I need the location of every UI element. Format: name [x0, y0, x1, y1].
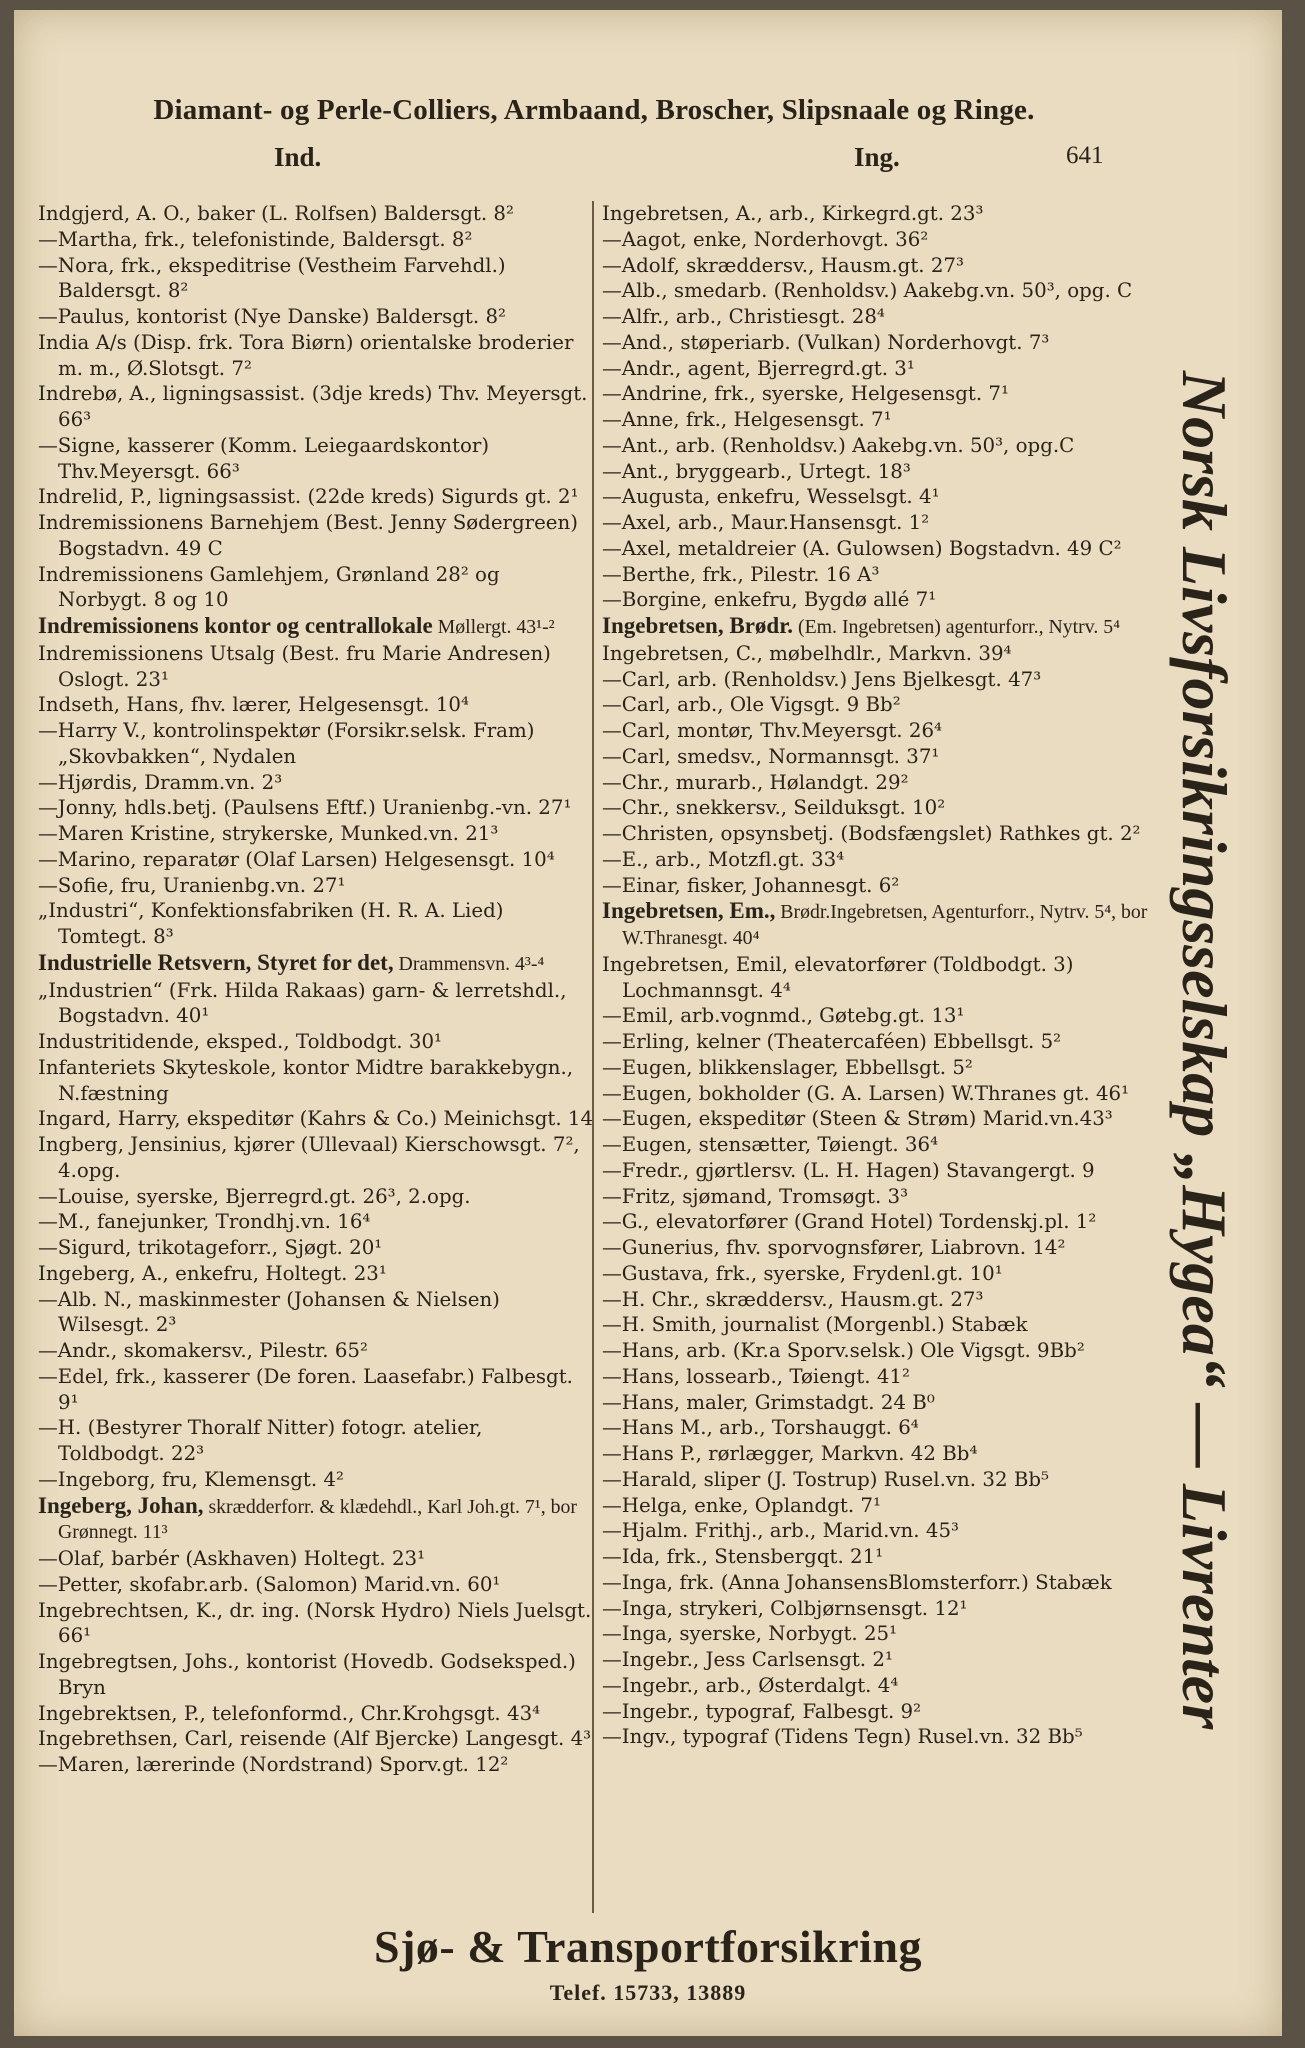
entry-text: —Axel, arb., Maur.Hansensgt. 1² [602, 511, 930, 534]
entry-text: —Olaf, barbér (Askhaven) Holtegt. 23¹ [38, 1547, 426, 1570]
entry-text: —Hans, maler, Grimstadgt. 24 B⁰ [602, 1390, 935, 1414]
top-advertisement-banner: Diamant- og Perle-Colliers, Armbaand, Broscher, Slipsnaale og Ringe. [153, 94, 1035, 126]
directory-entry [38, 510, 594, 562]
directory-entry [602, 952, 1156, 1004]
directory-entry [602, 1312, 1156, 1338]
directory-entry [38, 821, 594, 847]
directory-entry [602, 1596, 1156, 1622]
directory-entry [38, 433, 594, 485]
directory-entry [38, 330, 594, 382]
directory-entry [602, 1467, 1156, 1493]
entry-text: —Sigurd, trikotageforr., Sjøgt. 20¹ [38, 1236, 383, 1259]
directory-entry [602, 1081, 1156, 1107]
directory-entry [602, 1544, 1156, 1570]
directory-entry [602, 744, 1156, 770]
entry-text: —Ida, frk., Stensbergqt. 21¹ [602, 1545, 884, 1568]
directory-entry [38, 1701, 594, 1727]
directory-entry [38, 1055, 594, 1107]
entry-text: —H. Smith, journalist (Morgenbl.) Stabæk [602, 1313, 1028, 1337]
bottom-advertisement-banner: Sjø- & Transportforsikring [374, 1921, 922, 1972]
directory-entry [602, 1261, 1156, 1287]
entry-text: —Ingv., typograf (Tidens Tegn) Rusel.vn. 32 Bb⁵ [602, 1725, 1083, 1749]
directory-entry [38, 692, 594, 718]
directory-entry [602, 201, 1156, 227]
directory-entry [602, 562, 1156, 588]
entry-text: —Edel, frk., kasserer (De foren. Laasefabr.) Falbesgt. 9¹ [38, 1364, 573, 1414]
entry-text: Indseth, Hans, fhv. lærer, Helgesensgt. 10⁴ [38, 693, 469, 717]
directory-entry [38, 1209, 594, 1235]
directory-entry [38, 795, 594, 821]
entry-text: „Industrien“ (Frk. Hilda Rakaas) garn- & lerretshdl., Bogstadvn. 40¹ [38, 978, 567, 1028]
entry-text: —E., arb., Motzfl.gt. 33⁴ [602, 847, 845, 871]
entry-heading: Industrielle Retsvern, Styret for det, [38, 949, 394, 975]
entry-text: —Harald, sliper (J. Tostrup) Rusel.vn. 32 Bb⁵ [602, 1467, 1049, 1491]
directory-entry [38, 562, 594, 614]
directory-entry [38, 641, 594, 693]
directory-entry [602, 692, 1156, 718]
directory-entry [602, 1338, 1156, 1364]
entry-text: —Berthe, frk., Pilestr. 16 A³ [602, 562, 880, 586]
running-head-left: Ind. [274, 142, 322, 172]
directory-entry [602, 667, 1156, 693]
entry-text: —Carl, montør, Thv.Meyersgt. 26⁴ [602, 719, 942, 742]
entry-text: India A/s (Disp. frk. Tora Biørn) orientalske broderier m. m., Ø.Slotsgt. 7² [38, 330, 574, 380]
entry-text: —Anne, frk., Helgesensgt. 7¹ [602, 408, 892, 431]
directory-entry [602, 1415, 1156, 1441]
entry-text: Indgjerd, A. O., baker (L. Rolfsen) Baldersgt. 8² [38, 202, 514, 225]
directory-entry [602, 821, 1156, 847]
entry-text: „Industri“, Konfektionsfabriken (H. R. A. Lied) Tomtegt. 8³ [38, 899, 504, 948]
page-number: 641 [1066, 142, 1104, 169]
directory-entry [602, 304, 1156, 330]
entry-text: Infanteriets Skyteskole, kontor Midtre barakkebygn., N.fæstning [38, 1055, 574, 1105]
entry-text: Ingebrethsen, Carl, reisende (Alf Bjercke) Langesgt. 4³ [38, 1727, 592, 1751]
directory-entry [38, 253, 594, 305]
directory-entry [602, 1132, 1156, 1158]
entry-text: —Eugen, blikkenslager, Ebbellsgt. 5² [602, 1055, 973, 1079]
directory-entry [602, 1621, 1156, 1647]
directory-entry [38, 1235, 594, 1261]
entry-text: —Ingeborg, fru, Klemensgt. 4² [38, 1467, 344, 1491]
entry-text: —Axel, metaldreier (A. Gulowsen) Bogstadvn. 49 C² [602, 536, 1122, 560]
directory-entry [602, 1364, 1156, 1390]
entry-text: (Em. Ingebretsen) agenturforr., Nytrv. 5⁴ [793, 616, 1120, 638]
entry-text: —Ant., arb. (Renholdsv.) Aakebg.vn. 50³, opg.C [602, 433, 1075, 457]
entry-text: —G., elevatorfører (Grand Hotel) Tordenskj.pl. 1² [602, 1210, 1097, 1234]
entry-text: —Augusta, enkefru, Wesselsgt. 4¹ [602, 485, 940, 509]
entry-text: —Maren Kristine, strykerske, Munked.vn. 21³ [38, 822, 499, 845]
entry-text: —Harry V., kontrolinspektør (Forsikr.selsk. Fram) „Skovbakken“, Nydalen [38, 719, 535, 768]
directory-entry [38, 1752, 594, 1778]
directory-entry [38, 227, 594, 253]
entry-text: —Jonny, hdls.betj. (Paulsens Eftf.) Uranienbg.-vn. 27¹ [38, 796, 572, 820]
side-advertisement [1164, 300, 1244, 1800]
entry-text: —Marino, reparatør (Olaf Larsen) Helgesensgt. 10⁴ [38, 847, 555, 871]
entry-text: —Petter, skofabr.arb. (Salomon) Marid.vn. 60¹ [38, 1572, 501, 1596]
directory-entry [38, 1415, 594, 1467]
entry-text: —Eugen, bokholder (G. A. Larsen) W.Thranes gt. 46¹ [602, 1081, 1130, 1105]
directory-entry [602, 770, 1156, 796]
entry-text: —Paulus, kontorist (Nye Danske) Baldersgt. 8² [38, 305, 506, 328]
directory-entry [38, 484, 594, 510]
directory-entry [602, 1673, 1156, 1699]
directory-entry [602, 1493, 1156, 1519]
directory-entry [38, 613, 594, 641]
entry-text: —Alfr., arb., Christiesgt. 28⁴ [602, 305, 885, 328]
directory-page [14, 10, 1282, 2036]
entry-text: —Fredr., gjørtlersv. (L. H. Hagen) Stavangergt. 9 [602, 1158, 1095, 1182]
entry-text: —Andrine, frk., syerske, Helgesensgt. 7¹ [602, 382, 1009, 406]
entry-text: Ingebregtsen, Johs., kontorist (Hovedb. Godseksped.) Bryn [38, 1650, 576, 1699]
entry-text: Indremissionens Gamlehjem, Grønland 28² og Norbygt. 8 og 10 [38, 562, 500, 612]
entry-text: —Helga, enke, Oplandgt. 7¹ [602, 1493, 881, 1517]
entry-text: —Inga, strykeri, Colbjørnsensgt. 12¹ [602, 1596, 968, 1620]
entry-text: —Erling, kelner (Theatercaféen) Ebbellsgt. 5² [602, 1030, 1062, 1053]
running-head-right: Ing. [854, 142, 900, 172]
entry-text: —Emil, arb.vognmd., Gøtebg.gt. 13¹ [602, 1004, 965, 1028]
directory-entry [602, 1441, 1156, 1467]
directory-entry [38, 304, 594, 330]
entry-text: —Alb. N., maskinmester (Johansen & Nielsen) Wilsesgt. 2³ [38, 1287, 500, 1337]
directory-entry [602, 407, 1156, 433]
entry-text: —Andr., skomakersv., Pilestr. 65² [38, 1339, 368, 1362]
entry-text: —Martha, frk., telefonistinde, Baldersgt. 8² [38, 227, 473, 251]
entry-heading: Ingebretsen, Brødr. [602, 613, 794, 638]
directory-entry [38, 847, 594, 873]
entry-text: —And., støperiarb. (Vulkan) Norderhovgt. 7³ [602, 330, 1050, 354]
entry-text: —Christen, opsynsbetj. (Bodsfængslet) Rathkes gt. 2² [602, 822, 1141, 845]
directory-entry [602, 1235, 1156, 1261]
entry-text: —Eugen, ekspeditør (Steen & Strøm) Marid.vn.43³ [602, 1107, 1113, 1131]
directory-entry [602, 587, 1156, 613]
directory-entry [38, 978, 594, 1030]
entry-text: —Hans M., arb., Torshauggt. 6⁴ [602, 1416, 919, 1440]
directory-entry [602, 1003, 1156, 1029]
directory-entry [602, 278, 1156, 304]
directory-entry [38, 718, 594, 770]
directory-entry [602, 253, 1156, 279]
entry-text: —Carl, arb., Ole Vigsgt. 9 Bb² [602, 693, 901, 717]
entry-text: Ingebrektsen, P., telefonformd., Chr.Krohgsgt. 43⁴ [38, 1701, 541, 1725]
directory-entry [602, 510, 1156, 536]
directory-entry [38, 1726, 594, 1752]
entry-text: —Eugen, stensætter, Tøiengt. 36⁴ [602, 1133, 939, 1156]
directory-entry [38, 898, 594, 950]
entry-heading: Ingebretsen, Em., [602, 898, 776, 924]
left-column-entries [38, 201, 594, 1778]
entry-text: Industritidende, eksped., Toldbodgt. 30¹ [38, 1030, 442, 1053]
directory-entry [38, 1467, 594, 1493]
entry-text: Ingebretsen, C., møbelhdlr., Markvn. 39⁴ [602, 641, 1012, 665]
directory-entry [38, 873, 594, 899]
directory-entry [602, 795, 1156, 821]
directory-entry [602, 1055, 1156, 1081]
directory-entry [38, 1261, 594, 1287]
directory-entry [602, 1184, 1156, 1210]
entry-text: —Carl, arb. (Renholdsv.) Jens Bjelkesgt. 47³ [602, 667, 1042, 691]
directory-entry [602, 1570, 1156, 1596]
entry-text: —Hans, arb. (Kr.a Sporv.selsk.) Ole Vigsgt. 9Bb² [602, 1339, 1085, 1362]
entry-text: Indrelid, P., ligningsassist. (22de kreds) Sigurds gt. 2¹ [38, 485, 579, 509]
directory-entry [602, 484, 1156, 510]
directory-entry [602, 1647, 1156, 1673]
entry-text: —Borgine, enkefru, Bygdø allé 7¹ [602, 588, 937, 612]
entry-text: —H. (Bestyrer Thoralf Nitter) fotogr. atelier, Toldbodgt. 22³ [38, 1416, 483, 1465]
directory-entry [38, 1184, 594, 1210]
directory-entry [602, 873, 1156, 899]
entry-text: —Louise, syerske, Bjerregrd.gt. 26³, 2.opg. [38, 1184, 471, 1208]
directory-entry [38, 1649, 594, 1701]
entry-text: Ingebretsen, A., arb., Kirkegrd.gt. 23³ [602, 202, 984, 225]
directory-entry [38, 1132, 594, 1184]
entry-text: —Ingebr., typograf, Falbesgt. 9² [602, 1699, 922, 1723]
entry-text: —Chr., murarb., Hølandgt. 29² [602, 770, 909, 794]
directory-entry [602, 459, 1156, 485]
entry-text: —Hjalm. Frithj., arb., Marid.vn. 45³ [602, 1519, 959, 1543]
directory-entry [602, 1158, 1156, 1184]
bottom-advertisement-phone: Telef. 15733, 13889 [549, 1980, 747, 2005]
entry-text: —Adolf, skræddersv., Hausm.gt. 27³ [602, 253, 964, 277]
directory-entry [38, 1546, 594, 1572]
directory-entry [602, 1390, 1156, 1416]
directory-entry [38, 1598, 594, 1650]
directory-entry [602, 227, 1156, 253]
entry-heading: Ingeberg, Johan, [38, 1492, 204, 1518]
directory-entry [602, 847, 1156, 873]
entry-text: —Carl, smedsv., Normannsgt. 37¹ [602, 744, 940, 768]
entry-text: —Alb., smedarb. (Renholdsv.) Aakebg.vn. 50³, opg. C [602, 279, 1133, 303]
entry-text: Ingebrechtsen, K., dr. ing. (Norsk Hydro) Niels Juelsgt. 66¹ [38, 1598, 592, 1648]
entry-text: Ingard, Harry, ekspeditør (Kahrs & Co.) Meinichsgt. 14 [38, 1107, 594, 1131]
right-column-entries [592, 201, 1156, 1913]
entry-text: —Chr., snekkersv., Seilduksgt. 10² [602, 796, 946, 820]
directory-entry [602, 613, 1156, 641]
directory-entry [38, 1493, 594, 1547]
entry-text: —Signe, kasserer (Komm. Leiegaardskontor) Thv.Meyersgt. 66³ [38, 433, 490, 483]
directory-entry [602, 330, 1156, 356]
entry-text: —Hjørdis, Dramm.vn. 2³ [38, 770, 283, 794]
directory-entry [602, 1029, 1156, 1055]
directory-entry [38, 381, 594, 433]
directory-entry [38, 201, 594, 227]
directory-entry [38, 1572, 594, 1598]
directory-entry [38, 950, 594, 978]
entry-text: —Nora, frk., ekspeditrise (Vestheim Farvehdl.) Baldersgt. 8² [38, 253, 506, 303]
directory-entry [38, 770, 594, 796]
directory-entry [38, 1338, 594, 1364]
entry-text: —Ant., bryggearb., Urtegt. 18³ [602, 459, 911, 483]
entry-text: Ingberg, Jensinius, kjører (Ullevaal) Kierschowsgt. 7², 4.opg. [38, 1133, 580, 1182]
entry-text: —Gustava, frk., syerske, Frydenl.gt. 10¹ [602, 1261, 1003, 1285]
entry-text: Indremissionens Utsalg (Best. fru Marie Andresen) Oslogt. 23¹ [38, 641, 551, 691]
entry-heading: Indremissionens kontor og centrallokale [38, 613, 433, 638]
entry-text: skrædderforr. & klædehdl., Karl Joh.gt. 7¹, bor Grønnegt. 11³ [58, 1495, 577, 1544]
directory-entry [38, 1106, 594, 1132]
directory-entry [602, 718, 1156, 744]
entry-text: —Maren, lærerinde (Nordstrand) Sporv.gt. 12² [38, 1753, 509, 1776]
entry-text: —Ingebr., arb., Østerdalgt. 4⁴ [602, 1673, 899, 1697]
entry-text: —Einar, fisker, Johannesgt. 6² [602, 873, 900, 897]
directory-entry [602, 1699, 1156, 1725]
directory-entry [38, 1287, 594, 1339]
entry-text: —Gunerius, fhv. sporvognsfører, Liabrovn. 14² [602, 1236, 1066, 1259]
directory-entry [602, 356, 1156, 382]
directory-entry [602, 1106, 1156, 1132]
entry-text: —Inga, frk. (Anna JohansensBlomsterforr.) Stabæk [602, 1570, 1112, 1594]
entry-text: —Sofie, fru, Uranienbg.vn. 27¹ [38, 873, 346, 897]
entry-text: Møllergt. 43¹-² [432, 616, 555, 638]
entry-text: —Inga, syerske, Norbygt. 25¹ [602, 1622, 898, 1646]
directory-entry [38, 1029, 594, 1055]
directory-entry [602, 1209, 1156, 1235]
entry-text: Brødr.Ingebretsen, Agenturforr., Nytrv. 5⁴, bor W.Thranesgt. 40⁴ [622, 901, 1148, 949]
side-advertisement-text: Norsk Livsforsikringsselskap „Hygea“ — Livrenter [1169, 370, 1240, 1730]
directory-entry [602, 1287, 1156, 1313]
entry-text: Drammensvn. 4³-⁴ [393, 952, 545, 975]
entry-text: —Fritz, sjømand, Tromsøgt. 3³ [602, 1184, 909, 1208]
directory-entry [602, 1518, 1156, 1544]
entry-text: Indremissionens Barnehjem (Best. Jenny Sødergreen) Bogstadvn. 49 C [38, 511, 578, 560]
directory-entry [602, 433, 1156, 459]
entry-text: —H. Chr., skræddersv., Hausm.gt. 27³ [602, 1287, 984, 1311]
entry-text: —Andr., agent, Bjerregrd.gt. 3¹ [602, 356, 915, 380]
entry-text: Ingeberg, A., enkefru, Holtegt. 23¹ [38, 1261, 387, 1285]
directory-entry [602, 536, 1156, 562]
entry-text: —Aagot, enke, Norderhovgt. 36² [602, 227, 929, 251]
directory-entry [602, 381, 1156, 407]
entry-text: —Ingebr., Jess Carlsensgt. 2¹ [602, 1648, 893, 1671]
entry-text: —Hans P., rørlægger, Markvn. 42 Bb⁴ [602, 1442, 978, 1465]
entry-text: —Hans, lossearb., Tøiengt. 41² [602, 1364, 910, 1388]
entry-text: Indrebø, A., ligningsassist. (3dje kreds) Thv. Meyersgt. 66³ [38, 382, 588, 431]
directory-entry [602, 1724, 1156, 1750]
directory-entry [602, 898, 1156, 952]
directory-entry [602, 641, 1156, 667]
directory-entry [38, 1364, 594, 1416]
entry-text: —M., fanejunker, Trondhj.vn. 16⁴ [38, 1210, 371, 1234]
entry-text: Ingebretsen, Emil, elevatorfører (Toldbodgt. 3) Lochmannsgt. 4⁴ [602, 952, 1074, 1002]
